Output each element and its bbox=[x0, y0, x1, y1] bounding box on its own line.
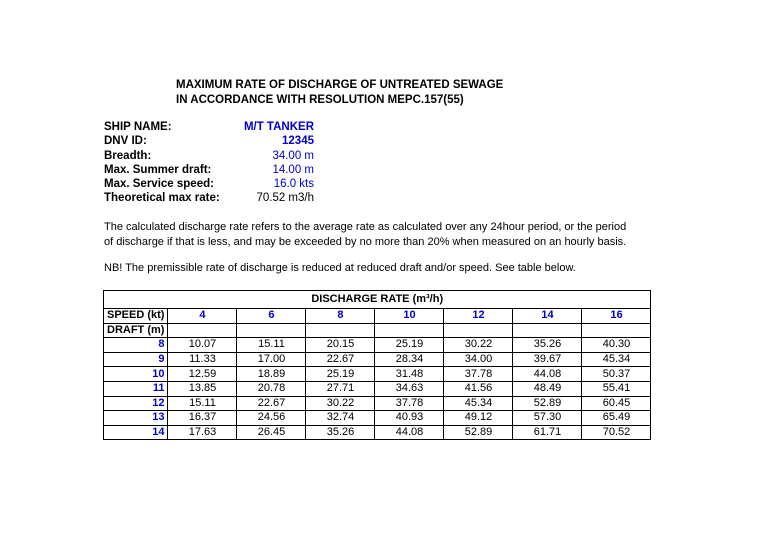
speed-header: 8 bbox=[306, 309, 375, 324]
rate-cell: 11.33 bbox=[168, 352, 237, 367]
draft-value: 9 bbox=[104, 352, 168, 367]
draft-label-row bbox=[104, 323, 651, 338]
rate-cell: 27.71 bbox=[306, 381, 375, 396]
rate-cell: 37.78 bbox=[444, 367, 513, 382]
rate-cell: 30.22 bbox=[306, 396, 375, 411]
rate-cell: 37.78 bbox=[375, 396, 444, 411]
max-rate-label: Theoretical max rate: bbox=[104, 192, 220, 205]
rate-cell: 24.56 bbox=[237, 411, 306, 426]
rate-cell: 17.00 bbox=[237, 352, 306, 367]
draft-value: 11 bbox=[104, 381, 168, 396]
draft-label: DRAFT (m) bbox=[104, 323, 168, 338]
service-speed-value: 16.0 kts bbox=[273, 178, 314, 191]
rate-cell: 40.93 bbox=[375, 411, 444, 426]
table-body bbox=[104, 338, 651, 440]
summer-draft-value: 14.00 m bbox=[272, 163, 314, 176]
table-header: DISCHARGE RATE (m³/h) bbox=[104, 291, 651, 309]
speed-header: 10 bbox=[375, 309, 444, 324]
rate-cell: 22.67 bbox=[237, 396, 306, 411]
draft-value: 12 bbox=[104, 396, 168, 411]
breadth-value: 34.00 m bbox=[272, 149, 314, 162]
summer-draft-label: Max. Summer draft: bbox=[104, 163, 212, 176]
rate-cell: 20.15 bbox=[306, 338, 375, 353]
service-speed-label: Max. Service speed: bbox=[104, 178, 214, 191]
rate-cell: 61.71 bbox=[513, 425, 582, 440]
empty-cell bbox=[306, 323, 375, 338]
table-row bbox=[104, 425, 651, 440]
speed-header: 12 bbox=[444, 309, 513, 324]
rate-cell: 16.37 bbox=[168, 411, 237, 426]
speed-label: SPEED (kt) bbox=[104, 309, 168, 324]
explanation-paragraph bbox=[104, 220, 644, 250]
table-row bbox=[104, 396, 651, 411]
rate-cell: 70.52 bbox=[582, 425, 651, 440]
rate-cell: 30.22 bbox=[444, 338, 513, 353]
max-rate-value: 70.52 m3/h bbox=[256, 192, 314, 205]
rate-cell: 13.85 bbox=[168, 381, 237, 396]
draft-value: 14 bbox=[104, 425, 168, 440]
ship-name-value: M/T TANKER bbox=[243, 121, 314, 133]
speed-header: 16 bbox=[582, 309, 651, 324]
rate-cell: 57.30 bbox=[513, 411, 582, 426]
speed-header: 6 bbox=[237, 309, 306, 324]
table-row bbox=[104, 367, 651, 382]
table-header-row bbox=[104, 291, 651, 309]
rate-cell: 55.41 bbox=[582, 381, 651, 396]
rate-cell: 48.49 bbox=[513, 381, 582, 396]
table-row bbox=[104, 352, 651, 367]
rate-cell: 25.19 bbox=[306, 367, 375, 382]
rate-cell: 22.67 bbox=[306, 352, 375, 367]
rate-cell: 39.67 bbox=[513, 352, 582, 367]
breadth-label: Breadth: bbox=[104, 149, 152, 162]
empty-cell bbox=[513, 323, 582, 338]
rate-cell: 28.34 bbox=[375, 352, 444, 367]
rate-cell: 18.89 bbox=[237, 367, 306, 382]
paragraph-line-2: of discharge if that is less, and may be exceeded by no more than 20% when measured on an hourly basis. bbox=[104, 236, 627, 248]
rate-cell: 49.12 bbox=[444, 411, 513, 426]
dnv-id-row bbox=[104, 134, 314, 148]
empty-cell bbox=[444, 323, 513, 338]
dnv-id-value: 12345 bbox=[282, 135, 314, 148]
rate-cell: 45.34 bbox=[582, 352, 651, 367]
rate-cell: 15.11 bbox=[237, 338, 306, 353]
draft-value: 8 bbox=[104, 338, 168, 353]
table-row bbox=[104, 411, 651, 426]
breadth-row bbox=[104, 149, 314, 163]
rate-cell: 41.56 bbox=[444, 381, 513, 396]
rate-cell: 20.78 bbox=[237, 381, 306, 396]
nb-note: NB! The premissible rate of discharge is reduced at reduced draft and/or speed. See table below. bbox=[104, 262, 576, 274]
rate-cell: 25.19 bbox=[375, 338, 444, 353]
title-line-2: IN ACCORDANCE WITH RESOLUTION MEPC.157(55) bbox=[176, 94, 464, 106]
summer-draft-row bbox=[104, 163, 314, 177]
rate-cell: 44.08 bbox=[513, 367, 582, 382]
ship-info-block bbox=[104, 120, 314, 206]
rate-cell: 12.59 bbox=[168, 367, 237, 382]
rate-cell: 10.07 bbox=[168, 338, 237, 353]
rate-cell: 32.74 bbox=[306, 411, 375, 426]
speed-header: 14 bbox=[513, 309, 582, 324]
ship-name-label: SHIP NAME: bbox=[104, 121, 172, 133]
rate-cell: 44.08 bbox=[375, 425, 444, 440]
rate-cell: 45.34 bbox=[444, 396, 513, 411]
rate-cell: 34.00 bbox=[444, 352, 513, 367]
rate-cell: 17.63 bbox=[168, 425, 237, 440]
rate-cell: 65.49 bbox=[582, 411, 651, 426]
service-speed-row bbox=[104, 177, 314, 191]
ship-name-row bbox=[104, 120, 314, 134]
table-row bbox=[104, 338, 651, 353]
rate-cell: 50.37 bbox=[582, 367, 651, 382]
rate-cell: 34.63 bbox=[375, 381, 444, 396]
speed-header: 4 bbox=[168, 309, 237, 324]
rate-cell: 35.26 bbox=[513, 338, 582, 353]
discharge-rate-table bbox=[103, 290, 651, 440]
max-rate-row bbox=[104, 191, 314, 205]
empty-cell bbox=[168, 323, 237, 338]
rate-cell: 40.30 bbox=[582, 338, 651, 353]
draft-value: 13 bbox=[104, 411, 168, 426]
empty-cell bbox=[237, 323, 306, 338]
speed-row bbox=[104, 309, 651, 324]
paragraph-line-1: The calculated discharge rate refers to the average rate as calculated over any 24hour period, or the period bbox=[104, 221, 627, 233]
empty-cell bbox=[582, 323, 651, 338]
draft-value: 10 bbox=[104, 367, 168, 382]
dnv-id-label: DNV ID: bbox=[104, 135, 147, 148]
table-row bbox=[104, 381, 651, 396]
rate-cell: 15.11 bbox=[168, 396, 237, 411]
rate-cell: 31.48 bbox=[375, 367, 444, 382]
document-title bbox=[176, 78, 503, 108]
rate-cell: 26.45 bbox=[237, 425, 306, 440]
rate-cell: 52.89 bbox=[444, 425, 513, 440]
rate-cell: 52.89 bbox=[513, 396, 582, 411]
rate-cell: 60.45 bbox=[582, 396, 651, 411]
empty-cell bbox=[375, 323, 444, 338]
title-line-1: MAXIMUM RATE OF DISCHARGE OF UNTREATED SEWAGE bbox=[176, 79, 504, 91]
rate-cell: 35.26 bbox=[306, 425, 375, 440]
